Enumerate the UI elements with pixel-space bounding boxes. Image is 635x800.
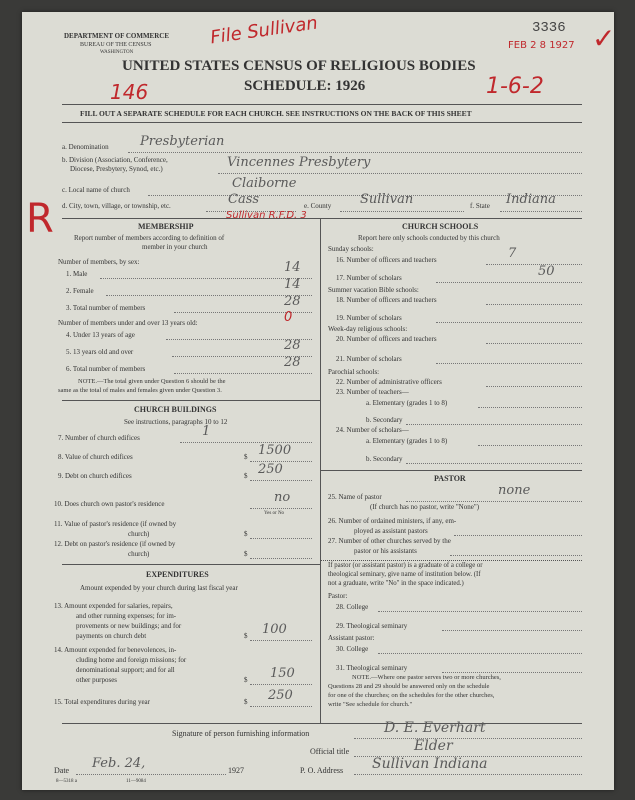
handwritten-r-mark: R [26, 196, 54, 242]
q5-label: 5. 13 years old and over [66, 348, 134, 356]
q1-label: 1. Male [66, 270, 88, 278]
signature-label: Signature of person furnishing information [172, 729, 310, 738]
rule [62, 564, 320, 565]
rule [62, 122, 582, 123]
denomination-label: a. Denomination [62, 143, 109, 151]
q1-value: 14 [284, 260, 301, 275]
q14-label-3: denominational support; and for all [76, 666, 175, 674]
schools-sub: Report here only schools conducted by this church [358, 234, 500, 242]
q18-label: 18. Number of officers and teachers [336, 296, 437, 304]
q26-label: 26. Number of ordained ministers, if any, em- [328, 517, 457, 525]
rule [62, 218, 582, 219]
q23a-label: a. Elementary (grades 1 to 8) [366, 399, 448, 407]
q6-label: 6. Total number of members [66, 365, 146, 373]
denomination-value: Presbyterian [140, 134, 225, 149]
q4-label: 4. Under 13 years of age [66, 331, 135, 339]
q8-value: 1500 [258, 443, 292, 458]
rule [62, 104, 582, 105]
parochial-label: Parochial schools: [328, 368, 380, 376]
division-label-2: Diocese, Presbytery, Synod, etc.) [70, 165, 163, 173]
schools-heading: CHURCH SCHOOLS [402, 222, 479, 231]
q11-label-2: church) [128, 530, 150, 538]
pastor-note: NOTE.—Where one pastor serves two or more churches, [352, 674, 501, 681]
q15-label: 15. Total expenditures during year [54, 698, 150, 706]
q31-label: 31. Theological seminary [336, 664, 408, 672]
dollar-sign: $ [244, 530, 248, 538]
membership-note-2: same as the total of males and females given under Question 3. [58, 387, 222, 394]
q12-label: 12. Debt on pastor's residence (if owned by [54, 540, 176, 548]
city-label: d. City, town, village, or township, etc. [62, 202, 171, 210]
buildings-heading: CHURCH BUILDINGS [134, 405, 217, 414]
q9-label: 9. Debt on church edifices [58, 472, 132, 480]
buildings-sub: See instructions, paragraphs 10 to 12 [124, 418, 228, 426]
q16-value: 7 [508, 246, 517, 261]
division-value: Vincennes Presbytery [227, 155, 371, 170]
membership-note: NOTE.—The total given under Question 6 should be the [78, 378, 226, 385]
pastor-note-2: Questions 28 and 29 should be answered only on the schedule [328, 683, 490, 690]
pastor-sub-label: Pastor: [328, 592, 348, 600]
city-label: WASHINGTON [100, 50, 134, 55]
q27-label: 27. Number of other churches served by the [328, 537, 451, 545]
schedule-title: SCHEDULE: 1926 [244, 78, 366, 94]
q25-label: 25. Name of pastor [328, 493, 382, 501]
q23b-label: b. Secondary [366, 416, 403, 424]
official-title-label: Official title [310, 747, 350, 756]
census-schedule-sheet [22, 12, 614, 790]
q4-value: 0 [284, 310, 293, 325]
q29-label: 29. Theological seminary [336, 622, 408, 630]
q22-label: 22. Number of administrative officers [336, 378, 442, 386]
q13-label: 13. Amount expended for salaries, repairs, [54, 602, 173, 610]
official-title-value: Elder [414, 738, 453, 754]
q7-label: 7. Number of church edifices [58, 434, 140, 442]
pastor-note-4: write "See schedule for church." [328, 701, 413, 708]
weekday-label: Week-day religious schools: [328, 325, 408, 333]
summer-label: Summer vacation Bible schools: [328, 286, 419, 294]
dollar-sign: $ [244, 632, 248, 640]
q3-value: 28 [284, 294, 301, 309]
expenditures-heading: EXPENDITURES [146, 570, 209, 579]
q3-label: 3. Total number of members [66, 304, 146, 312]
state-value: Indiana [506, 192, 556, 207]
handwritten-file-note: File Sullivan [209, 12, 320, 49]
q13-value: 100 [262, 622, 287, 637]
q28-label: 28. College [336, 603, 369, 611]
q2-value: 14 [284, 277, 301, 292]
q2-label: 2. Female [66, 287, 94, 295]
form-title: UNITED STATES CENSUS OF RELIGIOUS BODIES [122, 58, 476, 74]
county-value: Sullivan [360, 192, 414, 207]
q14-label-4: other purposes [76, 676, 118, 684]
yes-no-hint: Yes or No [264, 511, 285, 516]
membership-sub: Report number of members according to definition of [74, 234, 225, 242]
rule [62, 723, 582, 724]
dollar-sign: $ [244, 472, 248, 480]
date-label: Date [54, 766, 70, 775]
q24b-label: b. Secondary [366, 455, 403, 463]
q14-label: 14. Amount expended for benevolences, in- [54, 646, 177, 654]
dollar-sign: $ [244, 698, 248, 706]
q16-label: 16. Number of officers and teachers [336, 256, 437, 264]
q25-hint: (If church has no pastor, write "None") [370, 503, 480, 511]
po-address-value: Sullivan Indiana [372, 756, 488, 772]
graduate-note-3: not a graduate, write "No" in the space indicated.) [328, 580, 464, 587]
by-sex-label: Number of members, by sex: [58, 258, 140, 266]
q20-label: 20. Number of officers and teachers [336, 335, 437, 343]
q10-label: 10. Does church own pastor's residence [54, 500, 165, 508]
rule [320, 470, 582, 471]
q5-value: 28 [284, 338, 301, 353]
q10-value: no [274, 490, 291, 505]
rule [62, 400, 320, 401]
local-name-label: c. Local name of church [62, 186, 130, 194]
under-over-label: Number of members under and over 13 years old: [58, 319, 198, 327]
check-mark: ✓ [592, 22, 616, 55]
year-label: 1927 [228, 766, 244, 775]
print-number: 11—9084 [126, 779, 146, 784]
handwritten-code: 1-6-2 [486, 74, 544, 99]
stamp-number: 3336 [532, 20, 566, 36]
sunday-label: Sunday schools: [328, 245, 374, 253]
q23-label: 23. Number of teachers— [336, 388, 409, 396]
dollar-sign: $ [244, 550, 248, 558]
signature-value: D. E. Everhart [384, 720, 486, 736]
graduate-note: If pastor (or assistant pastor) is a graduate of a college or [328, 562, 483, 569]
dept-label: DEPARTMENT OF COMMERCE [64, 32, 170, 40]
q30-label: 30. College [336, 645, 369, 653]
county-label: e. County [304, 202, 332, 210]
dollar-sign: $ [244, 676, 248, 684]
q6-value: 28 [284, 355, 301, 370]
received-stamp-date: FEB 2 8 1927 [508, 40, 575, 51]
division-label: b. Division (Association, Conference, [62, 156, 168, 164]
q19-label: 19. Number of scholars [336, 314, 402, 322]
q14-label-2: cluding home and foreign missions; for [76, 656, 187, 664]
q14-value: 150 [270, 666, 295, 681]
q24-label: 24. Number of scholars— [336, 426, 409, 434]
q17-value: 50 [538, 264, 555, 279]
pastor-heading: PASTOR [434, 474, 466, 483]
assistant-sub-label: Assistant pastor: [328, 634, 375, 642]
q26-label-2: ployed as assistant pastors [354, 527, 428, 535]
q7-value: 1 [202, 424, 211, 439]
q21-label: 21. Number of scholars [336, 355, 402, 363]
bureau-label: BUREAU OF THE CENSUS [80, 42, 152, 48]
expenditures-sub: Amount expended by your church during last fiscal year [80, 584, 238, 592]
q11-label: 11. Value of pastor's residence (if owned by [54, 520, 177, 528]
membership-heading: MEMBERSHIP [138, 222, 194, 231]
q24a-label: a. Elementary (grades 1 to 8) [366, 437, 448, 445]
q25-value: none [498, 483, 531, 498]
pastor-note-3: for one of the churches; on the schedules for the other churches, [328, 692, 495, 699]
date-value: Feb. 24, [92, 756, 146, 771]
po-address-label: P. O. Address [300, 766, 344, 775]
q27-label-2: pastor or his assistants [354, 547, 417, 555]
q12-label-2: church) [128, 550, 150, 558]
q13-label-2: and other running expenses; for im- [76, 612, 177, 620]
dollar-sign: $ [244, 453, 248, 461]
q9-value: 250 [258, 462, 283, 477]
form-number: 8—5318 a [56, 779, 77, 784]
handwritten-rfd-note: Sullivan R.F.D. 3 [226, 210, 307, 221]
q13-label-4: payments on church debt [76, 632, 147, 640]
instruction-line: FILL OUT A SEPARATE SCHEDULE FOR EACH CHURCH. SEE INSTRUCTIONS ON THE BACK OF THIS SHEET [80, 109, 472, 118]
handwritten-number: 146 [110, 80, 149, 104]
membership-sub-2: member in your church [142, 243, 208, 251]
q15-value: 250 [268, 688, 293, 703]
rule [320, 560, 582, 561]
q13-label-3: provements or new buildings; and for [76, 622, 182, 630]
q8-label: 8. Value of church edifices [58, 453, 133, 461]
local-name-value: Claiborne [232, 176, 297, 191]
q17-label: 17. Number of scholars [336, 274, 402, 282]
city-value: Cass [228, 192, 260, 207]
graduate-note-2: theological seminary, give name of institution below. (If [328, 571, 481, 578]
state-label: f. State [470, 202, 490, 210]
